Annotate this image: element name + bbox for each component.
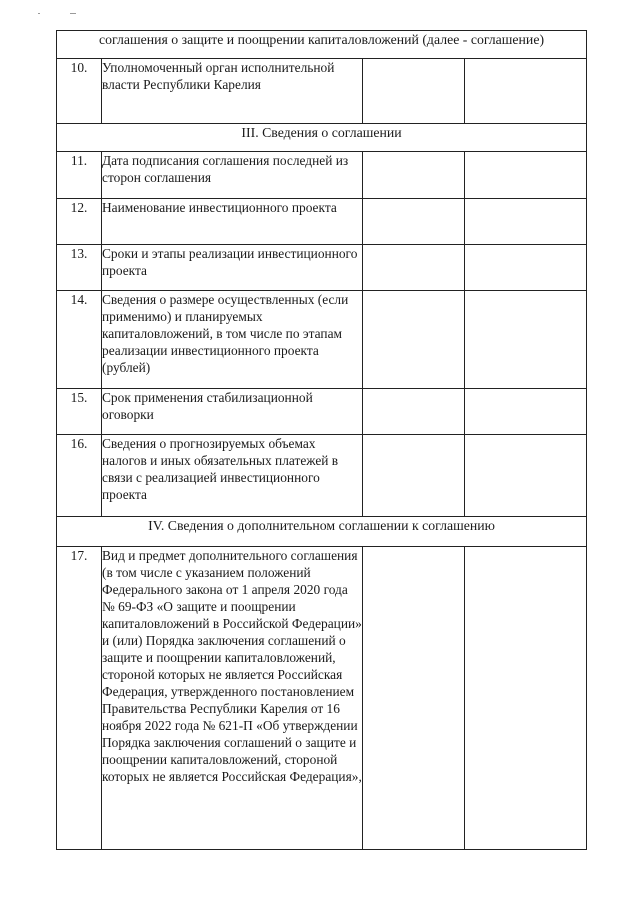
table-row-continuation	[57, 31, 587, 59]
value-cell	[363, 152, 465, 199]
table-row	[57, 245, 587, 291]
row-number: 17.	[57, 547, 102, 850]
row-number: 12.	[57, 199, 102, 245]
section-IV-title: IV. Сведения о дополнительном соглашении к соглашению	[57, 517, 587, 547]
row-number: 11.	[57, 152, 102, 199]
row-label: Дата подписания соглашения последней из сторон соглашения	[102, 152, 363, 199]
value-cell	[363, 435, 465, 517]
value-cell	[465, 152, 587, 199]
table-row	[57, 152, 587, 199]
value-cell	[363, 291, 465, 389]
row-label: Уполномоченный орган исполнительной власти Республики Карелия	[102, 59, 363, 124]
value-cell	[363, 547, 465, 850]
value-cell	[465, 245, 587, 291]
scan-mark	[38, 13, 40, 14]
row-number: 15.	[57, 389, 102, 435]
value-cell	[465, 291, 587, 389]
value-cell	[363, 245, 465, 291]
row-label: Срок применения стабилизационной оговорки	[102, 389, 363, 435]
value-cell	[465, 199, 587, 245]
value-cell	[363, 59, 465, 124]
scan-mark	[70, 13, 76, 14]
row-label: Сведения о размере осуществленных (если применимо) и планируемых капиталовложений, в том числе по этапам реализации инвестиционного проекта (рублей)	[102, 291, 363, 389]
value-cell	[465, 59, 587, 124]
table-row	[57, 435, 587, 517]
table-row	[57, 59, 587, 124]
row-number: 10.	[57, 59, 102, 124]
section-header-row	[57, 517, 587, 547]
table-row	[57, 291, 587, 389]
value-cell	[465, 547, 587, 850]
section-header-row	[57, 124, 587, 152]
row-label: Наименование инвестиционного проекта	[102, 199, 363, 245]
table-row	[57, 547, 587, 850]
value-cell	[465, 389, 587, 435]
table-row	[57, 199, 587, 245]
value-cell	[363, 389, 465, 435]
row-number: 13.	[57, 245, 102, 291]
continuation-text: соглашения о защите и поощрении капиталовложений (далее - соглашение)	[57, 31, 587, 59]
table-row	[57, 389, 587, 435]
row-number: 14.	[57, 291, 102, 389]
row-label: Сроки и этапы реализации инвестиционного проекта	[102, 245, 363, 291]
value-cell	[363, 199, 465, 245]
row-label: Вид и предмет дополнительного соглашения (в том числе с указанием положений Федерального закона от 1 апреля 2020 года № 69-ФЗ «О защите и поощрении капиталовложений в Российской Федерации» и (или) Порядка заключения соглашений о защите и поощрении капиталовложений, стороной которых не является Российская Федерация, утвержденного постановлением Правительства Республики Карелия от 16 ноября 2022 года № 621-П «Об утверждении Порядка заключения соглашений о защите и поощрении капиталовложений, стороной которых не является Российская Федерация»,	[102, 547, 363, 850]
value-cell	[465, 435, 587, 517]
row-label: Сведения о прогнозируемых объемах налогов и иных обязательных платежей в связи с реализацией инвестиционного проекта	[102, 435, 363, 517]
row-number: 16.	[57, 435, 102, 517]
registry-table	[56, 30, 587, 850]
section-III-title: III. Сведения о соглашении	[57, 124, 587, 152]
